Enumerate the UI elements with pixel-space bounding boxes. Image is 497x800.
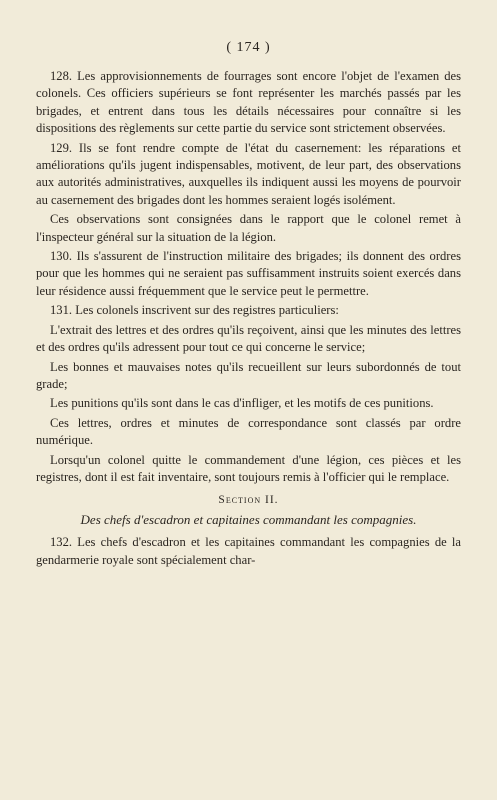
section-title: Des chefs d'escadron et capitaines commandant les compagnies.	[80, 512, 417, 528]
paragraph-131-extrait: L'extrait des lettres et des ordres qu'ils reçoivent, ainsi que les minutes des lettres et des ordres qu'ils adressent pour tout ce qui concerne le service;	[36, 322, 461, 355]
page-number: ( 174 )	[226, 40, 271, 55]
paragraph-131-notes: Les bonnes et mauvaises notes qu'ils recueillent sur leurs subordonnés de tout grade;	[36, 359, 461, 391]
paragraph-131-remise: Lorsqu'un colonel quitte le commandement d'une légion, ces pièces et les registres, dont il est fait inventaire, sont toujours remis à l'officier qui le remplace.	[36, 452, 461, 484]
paragraph-128: 128. Les approvisionnements de fourrages sont encore l'objet de l'examen des colonels. Ces officiers supérieurs se font représenter les marchés passés par les brigades, et entrent dans tous les détails nécessaires pour connaître si les dispositions des règlements sur cette partie du service sont strictement observées.	[36, 69, 461, 136]
section-label: Section II.	[218, 494, 279, 507]
paragraph-131: 131. Les colonels inscrivent sur des registres particuliers:	[50, 303, 339, 318]
paragraph-132: 132. Les chefs d'escadron et les capitaines commandant les compagnies de la gendarmerie royale sont spécialement char-	[36, 535, 461, 567]
paragraph-131-punitions: Les punitions qu'ils sont dans le cas d'infliger, et les motifs de ces punitions.	[50, 396, 434, 411]
paragraph-129-observations: Ces observations sont consignées dans le rapport que le colonel remet à l'inspecteur général sur la situation de la légion.	[36, 212, 461, 244]
paragraph-129: 129. Ils se font rendre compte de l'état du casernement: les réparations et améliorations qu'ils jugent indispensables, motivent, de leur part, des observations aux autorités administratives, auxquelles ils indiquent aussi les moyens de pourvoir au casernement des brigades dont les hommes seraient logés isolément.	[36, 140, 461, 207]
paragraph-131-classement: Ces lettres, ordres et minutes de correspondance sont classés par ordre numérique.	[36, 415, 461, 448]
body-text	[36, 68, 461, 569]
paragraph-130: 130. Ils s'assurent de l'instruction militaire des brigades; ils donnent des ordres pour que les hommes qui ne seraient pas suffisamment instruits soient exercés dans leur résidence aussi fréquemment que le service peut le permettre.	[36, 249, 461, 298]
